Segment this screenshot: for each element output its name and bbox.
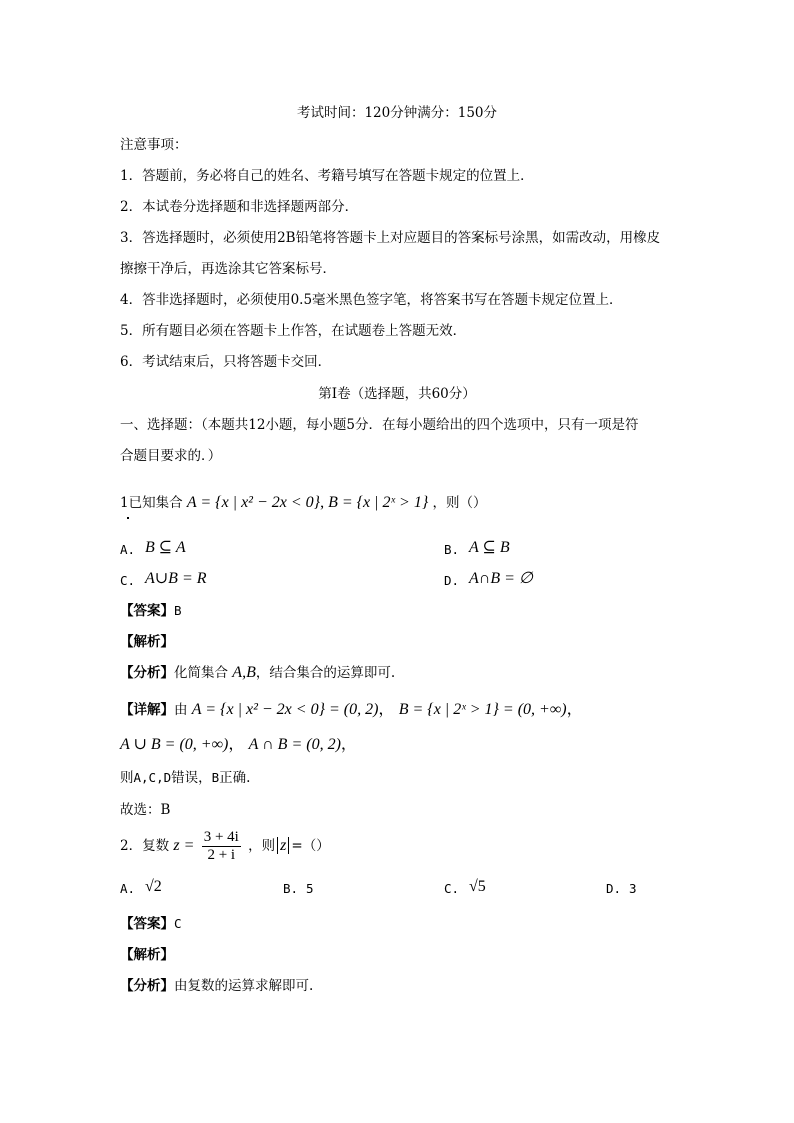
notice-item: 2．本试卷分选择题和非选择题两部分． bbox=[120, 199, 359, 215]
section-intro: 合题目要求的．） bbox=[120, 448, 222, 464]
fraction-denominator: 2 + i bbox=[207, 847, 236, 863]
option-text: √5 bbox=[469, 878, 486, 895]
option-label: D. bbox=[444, 573, 460, 588]
answer-value: C bbox=[174, 916, 182, 931]
notice-item: 擦擦干净后，再选涂其它答案标号． bbox=[120, 261, 336, 277]
union-line: A ∪ B = (0, +∞)， A ∩ B = (0, 2)， bbox=[120, 736, 357, 753]
abs-z-var: z bbox=[280, 837, 287, 854]
section-title: 第Ⅰ卷（选择题，共60分） bbox=[318, 386, 476, 402]
z-symbol: z = bbox=[173, 837, 195, 854]
xiangjie-line: 【详解】由 A = {x | x² − 2x < 0} = (0, 2)， B = {x | 2ˣ > 1} = (0, +∞)， bbox=[120, 701, 583, 718]
intersection-formula: A ∩ B = (0, 2) bbox=[248, 736, 341, 753]
abs-z bbox=[277, 837, 289, 854]
set-a-formula: A = {x | x² − 2x < 0} bbox=[186, 494, 321, 511]
question-suffix: ，则（） bbox=[432, 495, 487, 511]
set-b-formula: B = {x | 2ˣ > 1} bbox=[328, 494, 429, 511]
answer-line bbox=[120, 601, 182, 621]
conclusion-wrong: A,C,D bbox=[133, 770, 172, 785]
fenxi-text: 由复数的运算求解即可. bbox=[174, 978, 314, 994]
option-text: A∩B = ∅ bbox=[469, 570, 533, 587]
answer-label: 【答案】 bbox=[120, 916, 174, 932]
stray-dot bbox=[127, 517, 129, 519]
fenxi-sets: A,B bbox=[232, 664, 256, 681]
notice-item: 4．答非选择题时，必须使用0.5毫米黑色签字笔，将答案书写在答题卡规定位置上． bbox=[120, 292, 623, 308]
conclusion-right: B bbox=[211, 770, 220, 785]
conclusion-text: 错误， bbox=[171, 770, 212, 786]
option-label: B. bbox=[283, 881, 299, 896]
analysis-label: 【解析】 bbox=[120, 947, 174, 963]
notice-item: 5．所有题目必须在答题卡上作答，在试题卷上答题无效． bbox=[120, 323, 467, 339]
xiangjie-label: 【详解】 bbox=[120, 702, 174, 718]
exam-time: 考试时间：120分钟满分：150分 bbox=[296, 105, 498, 121]
xiangjie-set-a: A = {x | x² − 2x < 0} = (0, 2) bbox=[191, 701, 379, 718]
answer-label: 【答案】 bbox=[120, 603, 174, 619]
fenxi-line bbox=[120, 976, 313, 996]
xiangjie-text: 由 bbox=[174, 702, 188, 718]
question-prefix: 1已知集合 bbox=[120, 495, 183, 511]
option-label: D. bbox=[606, 881, 622, 896]
question-suffix: =（） bbox=[291, 838, 330, 854]
question-1-stem: 1已知集合 A = {x | x² − 2x < 0}, B = {x | 2ˣ > 1} ，则（） bbox=[120, 494, 487, 511]
xiangjie-set-b: B = {x | 2ˣ > 1} = (0, +∞) bbox=[398, 701, 567, 718]
notice-item: 6．考试结束后，只将答题卡交回． bbox=[120, 354, 332, 370]
option-label: C. bbox=[120, 573, 136, 588]
fenxi-label: 【分析】 bbox=[120, 978, 174, 994]
fenxi-text: ，结合集合的运算即可. bbox=[255, 665, 396, 681]
conclusion-text: 正确. bbox=[219, 770, 251, 786]
conclusion-line bbox=[120, 768, 250, 788]
conclusion-text: 则 bbox=[120, 770, 134, 786]
question-prefix: 2．复数 bbox=[120, 838, 170, 854]
answer-line bbox=[120, 914, 182, 934]
option-text: B ⊆ A bbox=[145, 539, 186, 556]
notice-item: 3．答选择题时，必须使用2B铅笔将答题卡上对应题目的答案标号涂黑，如需改动，用橡皮 bbox=[120, 230, 661, 246]
question-suffix: ，则 bbox=[248, 838, 276, 854]
option-text: A ⊆ B bbox=[469, 539, 510, 556]
section-intro: 一、选择题：（本题共12小题，每小题5分．在每小题给出的四个选项中，只有一项是符 bbox=[120, 417, 639, 433]
fenxi-label: 【分析】 bbox=[120, 665, 174, 681]
question-2-stem bbox=[120, 828, 330, 864]
fenxi-line bbox=[120, 663, 395, 683]
option-label: B. bbox=[444, 542, 460, 557]
choose-line: 故选：B bbox=[120, 802, 171, 818]
notice-item: 1．答题前，务必将自己的姓名、考籍号填写在答题卡规定的位置上． bbox=[120, 168, 534, 184]
analysis-label: 【解析】 bbox=[120, 634, 174, 650]
fraction bbox=[202, 829, 241, 864]
option-label: A. bbox=[120, 542, 136, 557]
option-text: 5 bbox=[306, 881, 314, 896]
union-formula: A ∪ B = (0, +∞) bbox=[120, 736, 229, 753]
option-text: √2 bbox=[145, 878, 162, 895]
fraction-numerator: 3 + 4i bbox=[203, 829, 239, 845]
option-label: C. bbox=[444, 881, 460, 896]
option-text: 3 bbox=[629, 881, 637, 896]
option-label: A. bbox=[120, 881, 136, 896]
option-text: A∪B = R bbox=[145, 570, 207, 587]
fenxi-text: 化简集合 bbox=[174, 665, 228, 681]
notice-title: 注意事项： bbox=[120, 137, 188, 153]
answer-value: B bbox=[174, 603, 182, 618]
